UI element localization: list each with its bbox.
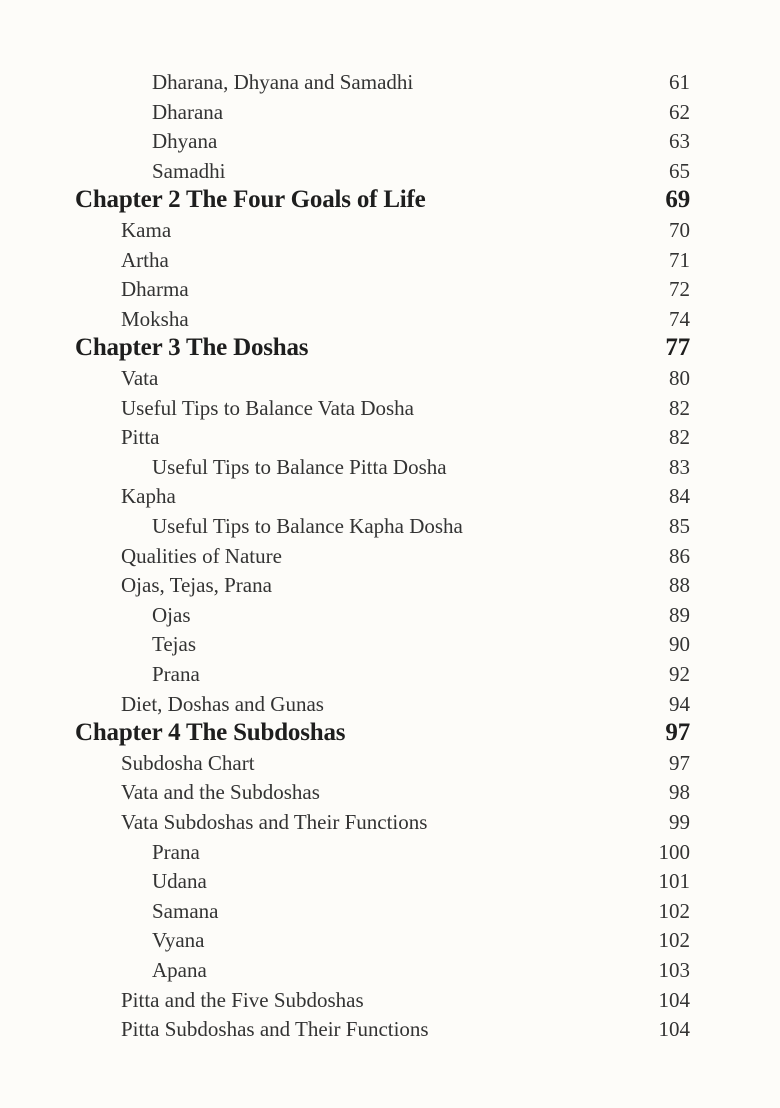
toc-entry xyxy=(0,777,780,807)
toc-entry xyxy=(0,245,780,275)
toc-entry xyxy=(0,363,780,393)
toc-entry-title: Artha xyxy=(121,247,169,272)
toc-entry-page-number: 94 xyxy=(669,691,690,716)
toc-entry-page-number: 102 xyxy=(658,898,690,923)
toc-entry-title: Kapha xyxy=(121,484,176,509)
toc-entry-page-number: 90 xyxy=(669,632,690,657)
toc-entry-title: Moksha xyxy=(121,306,189,331)
toc-entry xyxy=(0,67,780,97)
toc-entry-page-number: 82 xyxy=(669,395,690,420)
toc-entry xyxy=(0,422,780,452)
toc-entry-page-number: 77 xyxy=(665,334,690,362)
toc-entry xyxy=(0,304,780,334)
toc-entry-page-number: 86 xyxy=(669,543,690,568)
toc-entry-page-number: 62 xyxy=(669,99,690,124)
toc-entry-page-number: 92 xyxy=(669,662,690,686)
toc-entry-page-number: 97 xyxy=(665,719,690,747)
toc-entry xyxy=(0,511,780,541)
toc-entry xyxy=(0,748,780,778)
toc-entry-title: Qualities of Nature xyxy=(121,543,282,568)
toc-entry-title: Dharana xyxy=(152,99,224,124)
toc-entry-title: Ojas xyxy=(152,602,191,627)
toc-entry-title: Subdosha Chart xyxy=(121,750,255,775)
toc-entry-title: Useful Tips to Balance Vata Dosha xyxy=(121,395,415,420)
toc-entry xyxy=(0,955,780,985)
toc-entry-page-number: 88 xyxy=(669,573,690,598)
toc-entry-page-number: 71 xyxy=(669,247,690,272)
toc-entry-title: Samana xyxy=(152,898,219,923)
toc-entry xyxy=(0,481,780,511)
toc-entry xyxy=(0,925,780,955)
toc-entry-page-number: 69 xyxy=(665,186,690,214)
toc-entry xyxy=(0,629,780,659)
toc-entry-title: Pitta xyxy=(121,425,160,450)
toc-entry-title: Pitta and the Five Subdoshas xyxy=(121,987,364,1012)
toc-entry-page-number: 74 xyxy=(669,306,690,331)
toc-entry-title: Useful Tips to Balance Pitta Dosha xyxy=(152,454,447,479)
toc-entry xyxy=(0,985,780,1015)
toc-entry-page-number: 99 xyxy=(669,810,690,834)
toc-entry-page-number: 104 xyxy=(658,987,690,1012)
toc-entry xyxy=(0,126,780,156)
toc-entry-title: Chapter 3 The Doshas xyxy=(75,334,309,362)
toc-entry-page-number: 100 xyxy=(658,839,690,864)
toc-entry-title: Vata Subdoshas and Their Functions xyxy=(121,810,428,834)
toc-entry-title: Ojas, Tejas, Prana xyxy=(121,573,272,598)
toc-entry-title: Tejas xyxy=(152,632,197,657)
toc-entry-title: Chapter 2 The Four Goals of Life xyxy=(75,186,426,214)
toc-entry-page-number: 80 xyxy=(669,366,690,390)
toc-entry-page-number: 70 xyxy=(669,218,690,242)
toc-entry xyxy=(0,541,780,571)
toc-entry-title: Prana xyxy=(152,662,200,686)
toc-entry-title: Kama xyxy=(121,218,172,242)
toc-entry xyxy=(0,866,780,896)
toc-entry-page-number: 101 xyxy=(658,869,690,894)
toc-entry-title: Diet, Doshas and Gunas xyxy=(121,691,324,716)
toc-entry-page-number: 72 xyxy=(669,277,690,302)
toc-entry-page-number: 63 xyxy=(669,129,690,154)
toc-entry-page-number: 61 xyxy=(669,70,690,94)
toc-entry-title: Useful Tips to Balance Kapha Dosha xyxy=(152,514,463,538)
toc-entry-title: Samadhi xyxy=(152,158,226,183)
toc-entry xyxy=(0,600,780,630)
toc-entry xyxy=(0,156,780,186)
toc-entry-title: Prana xyxy=(152,839,200,864)
toc-entry-page-number: 83 xyxy=(669,454,690,479)
toc-entry-title: Dhyana xyxy=(152,129,218,154)
toc-entry xyxy=(0,659,780,689)
toc-entry-title: Dharma xyxy=(121,277,189,302)
toc-entry-title: Vata xyxy=(121,366,159,390)
toc-entry-title: Apana xyxy=(152,958,207,982)
toc-entry xyxy=(0,896,780,926)
toc-entry-page-number: 84 xyxy=(669,484,690,509)
toc-entry-title: Udana xyxy=(152,869,207,894)
toc-entry xyxy=(0,274,780,304)
toc-entry xyxy=(0,837,780,867)
toc-entry-title: Dharana, Dhyana and Samadhi xyxy=(152,70,414,94)
toc-entry-title: Vata and the Subdoshas xyxy=(121,780,320,805)
toc-entry-page-number: 104 xyxy=(658,1017,690,1042)
toc-entry xyxy=(0,97,780,127)
toc-chapter-entry xyxy=(0,333,780,363)
toc-entry-page-number: 103 xyxy=(658,958,690,982)
toc-entry-page-number: 102 xyxy=(658,928,690,953)
toc-entry xyxy=(0,393,780,423)
toc-entry-page-number: 89 xyxy=(669,602,690,627)
toc-entry-page-number: 97 xyxy=(669,750,690,775)
toc-entry-page-number: 85 xyxy=(669,514,690,538)
toc-entry xyxy=(0,215,780,245)
toc-chapter-entry xyxy=(0,718,780,748)
toc-entry-title: Chapter 4 The Subdoshas xyxy=(75,719,346,747)
toc-entry xyxy=(0,807,780,837)
toc-entry xyxy=(0,1014,780,1044)
toc-entry-title: Pitta Subdoshas and Their Functions xyxy=(121,1017,429,1042)
toc-chapter-entry xyxy=(0,185,780,215)
toc-entry-page-number: 82 xyxy=(669,425,690,450)
toc-entry xyxy=(0,689,780,719)
toc-entry-page-number: 65 xyxy=(669,158,690,183)
toc-entry xyxy=(0,452,780,482)
toc-entry xyxy=(0,570,780,600)
toc-entry-page-number: 98 xyxy=(669,780,690,805)
toc-entry-title: Vyana xyxy=(152,928,205,953)
